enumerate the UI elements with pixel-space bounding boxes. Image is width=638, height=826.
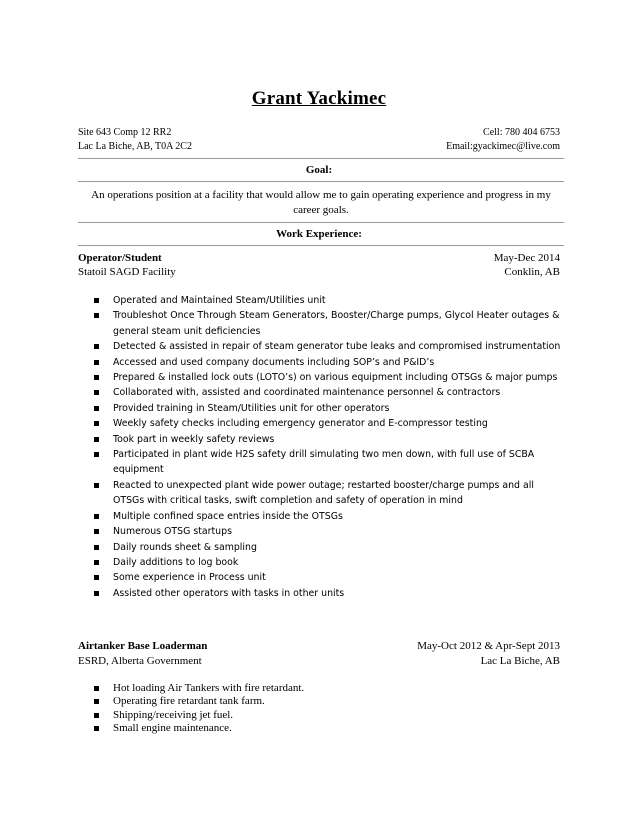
list-item: Reacted to unexpected plant wide power outage; restarted booster/charge pumps and all OTSGs with critical tasks, swift completion and safety of operation in mind [94, 478, 564, 509]
list-item: Detected & assisted in repair of steam generator tube leaks and compromised instrumentation [94, 339, 564, 354]
bullet-icon [94, 591, 99, 596]
goal-text: An operations position at a facility that would allow me to gain operating experience and progress in my career goals. [91, 189, 551, 216]
list-item: Accessed and used company documents including SOP’s and P&ID’s [94, 355, 564, 370]
job-location: Lac La Biche, AB [480, 655, 560, 667]
list-item: Shipping/receiving jet fuel. [94, 709, 564, 722]
divider-line [78, 158, 564, 159]
divider-line [78, 222, 564, 223]
job-location: Conklin, AB [504, 266, 560, 278]
job-dates: May-Oct 2012 & Apr-Sept 2013 [417, 640, 560, 652]
bullet-icon [94, 514, 99, 519]
list-item: Participated in plant wide H2S safety drill simulating two men down, with full use of SCBA equipment [94, 447, 564, 478]
cell-phone: Cell: 780 404 6753 [483, 127, 560, 138]
divider-line [78, 181, 564, 182]
bullet-icon [94, 713, 99, 718]
list-item: Provided training in Steam/Utilities unit for other operators [94, 401, 564, 416]
bullet-icon [94, 686, 99, 691]
address-line-2: Lac La Biche, AB, T0A 2C2 [78, 141, 192, 152]
bullet-icon [94, 575, 99, 580]
bullet-icon [94, 406, 99, 411]
job-duties-list [94, 293, 564, 601]
job-organization: Statoil SAGD Facility [78, 266, 176, 278]
bullet-icon [94, 437, 99, 442]
job-dates: May-Dec 2014 [493, 252, 560, 264]
contact-block [446, 126, 560, 154]
bullet-icon [94, 699, 99, 704]
address-block [78, 126, 192, 154]
address-line-1: Site 643 Comp 12 RR2 [78, 127, 172, 138]
job-title: Airtanker Base Loaderman [78, 640, 208, 652]
list-item: Took part in weekly safety reviews [94, 432, 564, 447]
bullet-icon [94, 529, 99, 534]
list-item: Collaborated with, assisted and coordinated maintenance personnel & contractors [94, 385, 564, 400]
list-item: Daily additions to log book [94, 555, 564, 570]
bullet-icon [94, 560, 99, 565]
bullet-icon [94, 421, 99, 426]
list-item: Hot loading Air Tankers with fire retardant. [94, 682, 564, 695]
list-item: Numerous OTSG startups [94, 524, 564, 539]
job-title: Operator/Student [78, 252, 162, 264]
list-item: Multiple confined space entries inside the OTSGs [94, 509, 564, 524]
list-item: Operating fire retardant tank farm. [94, 695, 564, 708]
bullet-icon [94, 313, 99, 318]
bullet-icon [94, 344, 99, 349]
list-item: Small engine maintenance. [94, 722, 564, 735]
bullet-icon [94, 390, 99, 395]
job-organization: ESRD, Alberta Government [78, 655, 202, 667]
bullet-icon [94, 483, 99, 488]
list-item: Some experience in Process unit [94, 570, 564, 585]
bullet-icon [94, 452, 99, 457]
bullet-icon [94, 375, 99, 380]
list-item: Assisted other operators with tasks in other units [94, 586, 564, 601]
list-item: Operated and Maintained Steam/Utilities unit [94, 293, 564, 308]
list-item: Weekly safety checks including emergency generator and E-compressor testing [94, 416, 564, 431]
job-duties-list [94, 682, 564, 736]
email-address: Email:gyackimec@live.com [446, 141, 560, 152]
work-experience-heading: Work Experience: [276, 228, 362, 240]
goal-heading: Goal: [305, 164, 333, 176]
candidate-name: Grant Yackimec [251, 88, 387, 109]
list-item: Daily rounds sheet & sampling [94, 540, 564, 555]
bullet-icon [94, 545, 99, 550]
bullet-icon [94, 298, 99, 303]
bullet-icon [94, 360, 99, 365]
bullet-icon [94, 726, 99, 731]
divider-line [78, 245, 564, 246]
list-item: Prepared & installed lock outs (LOTO’s) on various equipment including OTSGs & major pumps [94, 370, 564, 385]
list-item: Troubleshot Once Through Steam Generators, Booster/Charge pumps, Glycol Heater outages & general steam unit deficiencies [94, 308, 564, 339]
